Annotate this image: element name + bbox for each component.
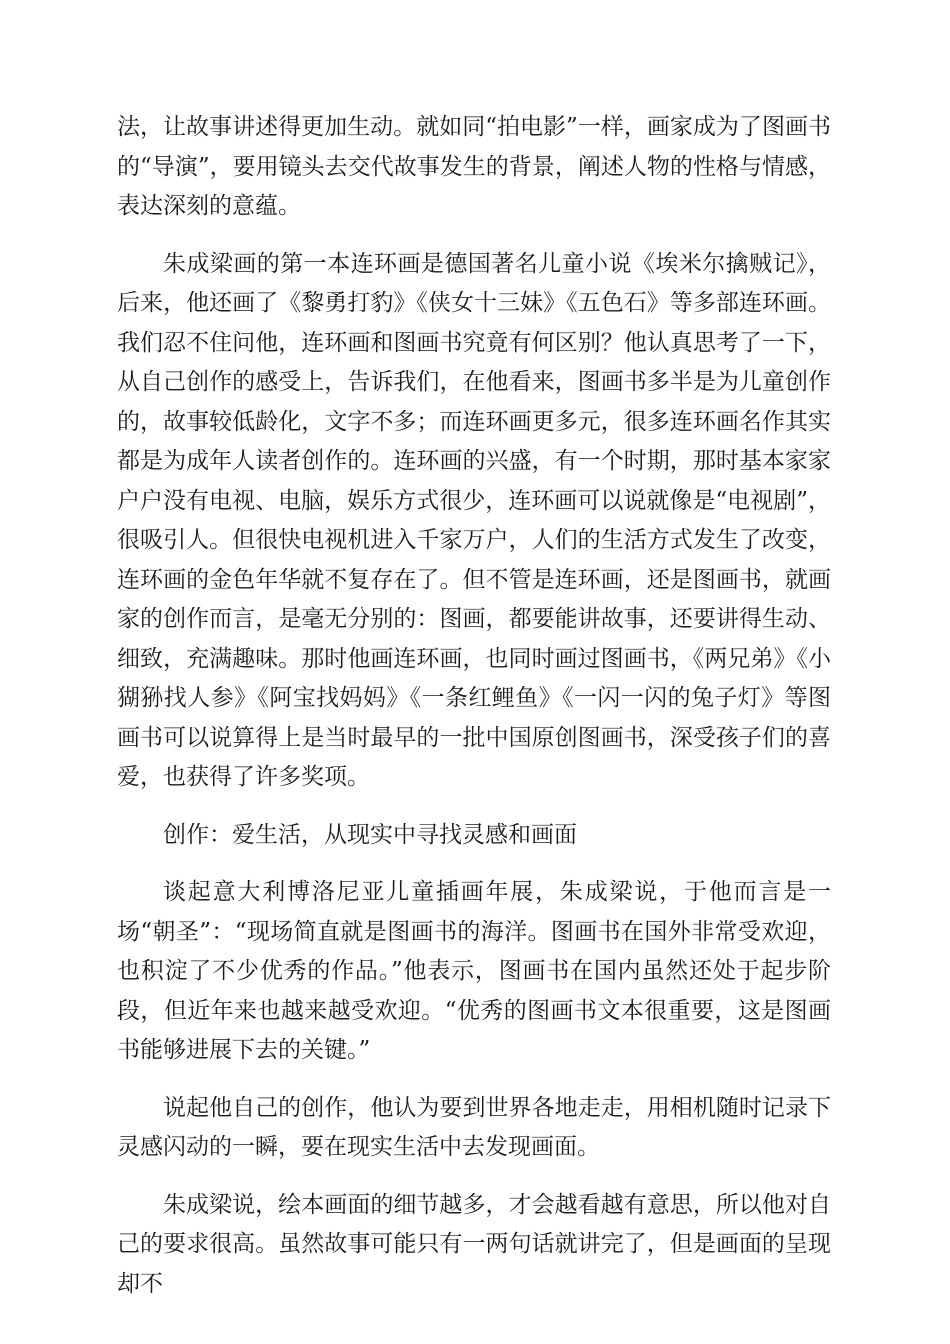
paragraph-comic-history: 朱成梁画的第一本连环画是德国著名儿童小说《埃米尔擒贼记》，后来，他还画了《黎勇打豹》《侠女十三妹》《五色石》等多部连环画。我们忍不住问他，连环画和图画书究竟有何区别？他认真思考了一下，从自己创作的感受上，告诉我们，在他看来，图画书多半是为儿童创作的，故事较低龄化，文字不多；而连环画更多元，很多连环画名作其实都是为成年人读者创作的。连环画的兴盛，有一个时期，那时基本家家户户没有电视、电脑，娱乐方式很少，连环画可以说就像是“电视剧”，很吸引人。但很快电视机进入千家万户，人们的生活方式发生了改变，连环画的金色年华就不复存在了。但不管是连环画，还是图画书，就画家的创作而言，是毫无分别的：图画，都要能讲故事，还要讲得生动、细致，充满趣味。那时他画连环画，也同时画过图画书，《两兄弟》《小猢狲找人参》《阿宝找妈妈》《一条红鲤鱼》《一闪一闪的兔子灯》等图画书可以说算得上是当时最早的一批中国原创图画书，深受孩子们的喜爱，也获得了许多奖项。: [117, 250, 831, 790]
paragraph-creation: 说起他自己的创作，他认为要到世界各地走走，用相机随时记录下灵感闪动的一瞬，要在现实生活中去发现画面。: [117, 1094, 831, 1160]
paragraph-bologna: 谈起意大利博洛尼亚儿童插画年展，朱成梁说，于他而言是一场“朝圣”：“现场简直就是图画书的海洋。图画书在国外非常受欢迎，也积淀了不少优秀的作品。”他表示，图画书在国内虽然还处于起步阶段，但近年来也越来越受欢迎。“优秀的图画书文本很重要，这是图画书能够进展下去的关键。”: [117, 879, 831, 1063]
document-body: [117, 108, 831, 1322]
paragraph-continuation: 法，让故事讲述得更加生动。就如同“拍电影”一样，画家成为了图画书的“导演”，要用镜头去交代故事发生的背景，阐述人物的性格与情感，表达深刻的意蕴。: [117, 114, 831, 219]
paragraph-details: 朱成梁说，绘本画面的细节越多，才会越看越有意思，所以他对自己的要求很高。虽然故事可能只有一两句话就讲完了，但是画面的呈现却不: [117, 1191, 831, 1297]
section-heading: 创作：爱生活，从现实中寻找灵感和画面: [163, 821, 577, 848]
